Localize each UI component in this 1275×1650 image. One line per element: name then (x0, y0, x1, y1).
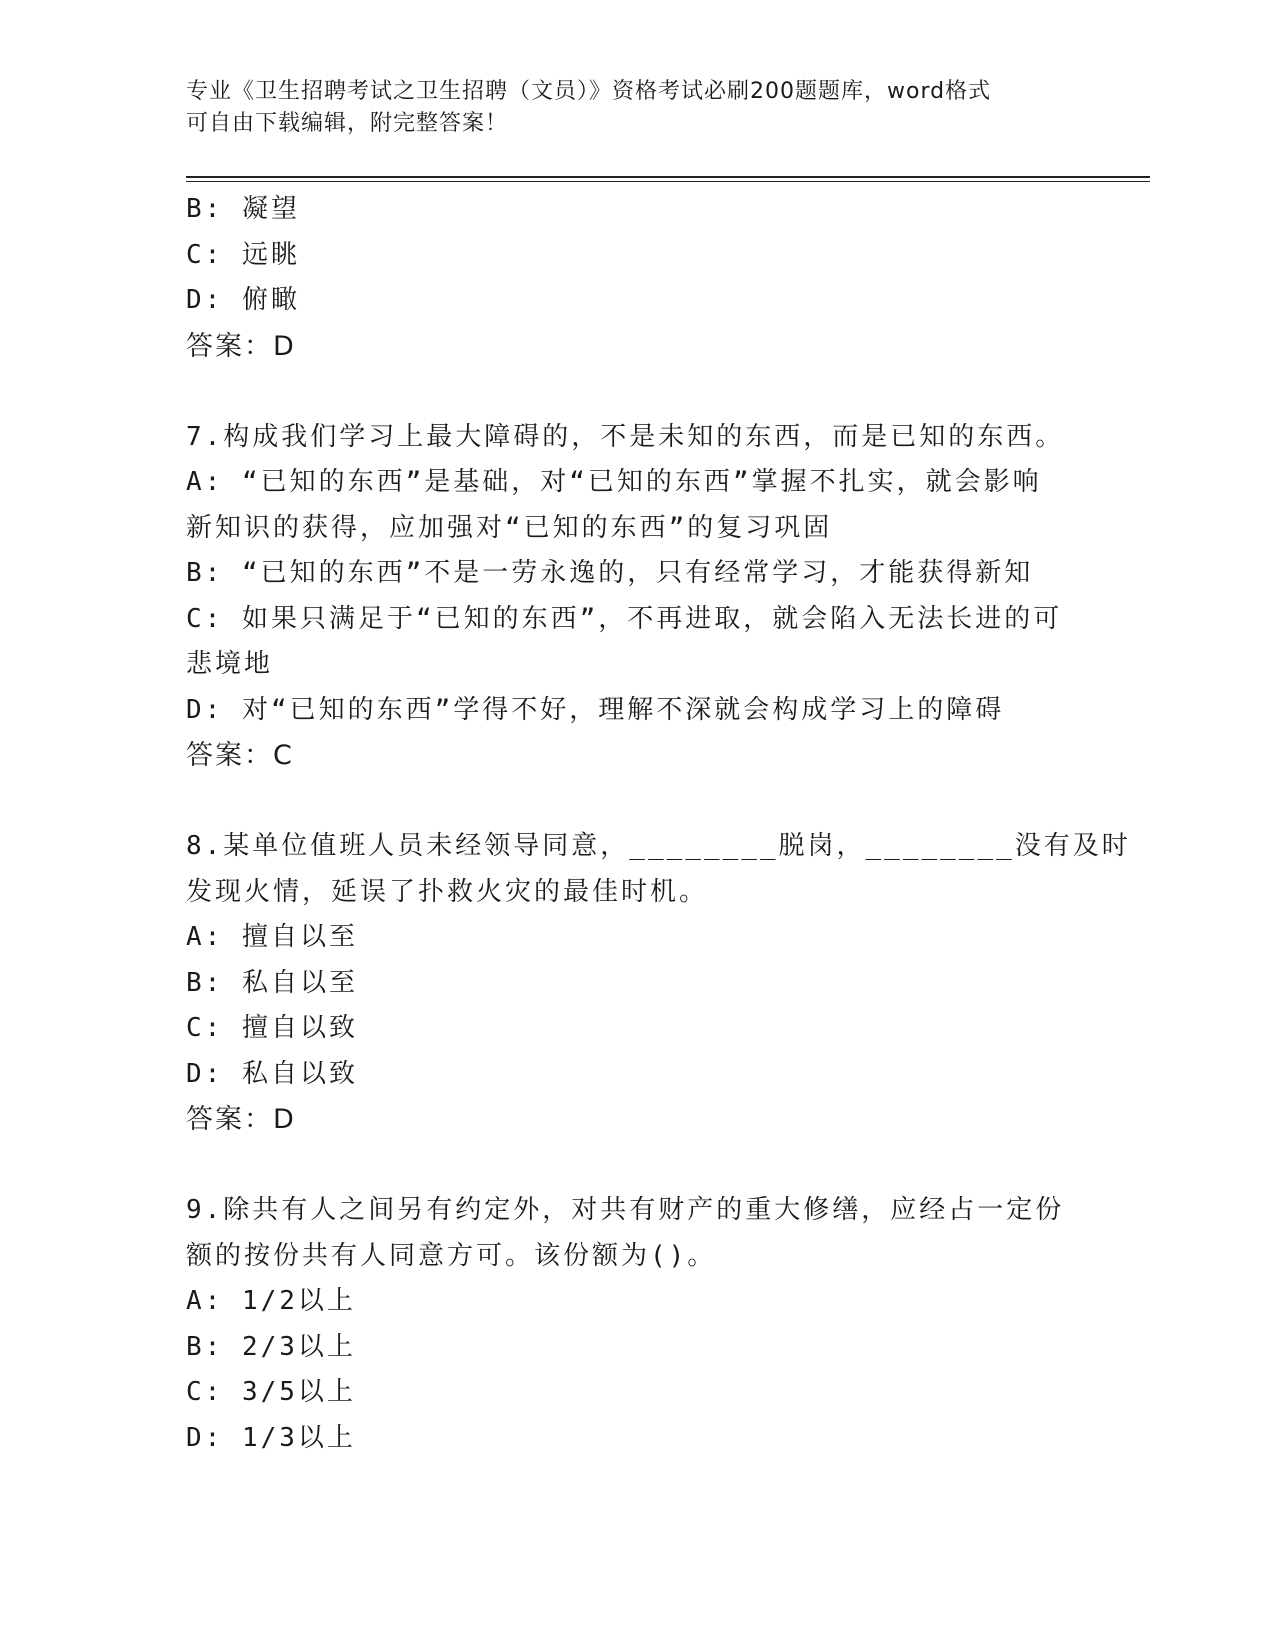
q9-stem-line-2: 额的按份共有人同意方可。该份额为()。 (186, 1240, 717, 1271)
q8-answer: 答案：D (186, 1104, 296, 1135)
q8-option-b: B: 私自以至 (186, 967, 358, 998)
q7-option-a-line-1: A: “已知的东西”是基础，对“已知的东西”掌握不扎实，就会影响 (186, 467, 1042, 497)
q7-stem: 7.构成我们学习上最大障碍的，不是未知的东西，而是已知的东西。 (186, 421, 1065, 452)
q9-option-a: A: 1/2以上 (186, 1286, 356, 1316)
spacer (186, 1143, 1086, 1189)
spacer (186, 369, 1086, 415)
q7-option-b: B: “已知的东西”不是一劳永逸的，只有经常学习，才能获得新知 (186, 558, 1034, 588)
question-list (186, 187, 1131, 1461)
q7-option-c-line-2: 悲境地 (186, 649, 274, 679)
q7-option-d: D: 对“已知的东西”学得不好，理解不深就会构成学习上的障碍 (186, 694, 1005, 725)
q9-option-c: C: 3/5以上 (186, 1377, 356, 1407)
question-8-block (186, 824, 1131, 1143)
page-header (186, 76, 1066, 140)
question-7-block (186, 415, 1086, 779)
q9-stem-line-1: 9.除共有人之间另有约定外，对共有财产的重大修缮，应经占一定份 (186, 1195, 1065, 1225)
q8-option-c: C: 擅自以致 (186, 1013, 358, 1043)
question-6-block (186, 187, 1086, 369)
q8-option-a: A: 擅自以至 (186, 922, 358, 952)
q8-stem-line-1: 8.某单位值班人员未经领导同意，________脱岗，________没有及时 (186, 831, 1131, 861)
question-9-block (186, 1188, 1086, 1461)
q6-option-b: B: 凝望 (186, 194, 300, 224)
header-rule-thin (186, 181, 1150, 182)
q9-option-d: D: 1/3以上 (186, 1422, 356, 1453)
q6-answer: 答案：D (186, 330, 296, 362)
header-title-line-1: 专业《卫生招聘考试之卫生招聘（文员）》资格考试必刷200题题库，word格式 (186, 79, 992, 104)
q7-option-a-line-2: 新知识的获得，应加强对“已知的东西”的复习巩固 (186, 512, 833, 543)
q6-option-d: D: 俯瞰 (186, 285, 300, 315)
q6-option-c: C: 远眺 (186, 239, 300, 270)
q8-stem-line-2: 发现火情，延误了扑救火灾的最佳时机。 (186, 876, 709, 907)
q9-option-b: B: 2/3以上 (186, 1331, 356, 1362)
header-rule-thick (186, 176, 1150, 178)
header-title-line-2: 可自由下载编辑，附完整答案！ (186, 111, 509, 136)
q7-answer: 答案：C (186, 740, 294, 771)
spacer (186, 779, 1086, 825)
q7-option-c-line-1: C: 如果只满足于“已知的东西”，不再进取，就会陷入无法长进的可 (186, 603, 1063, 634)
q8-option-d: D: 私自以致 (186, 1058, 358, 1089)
